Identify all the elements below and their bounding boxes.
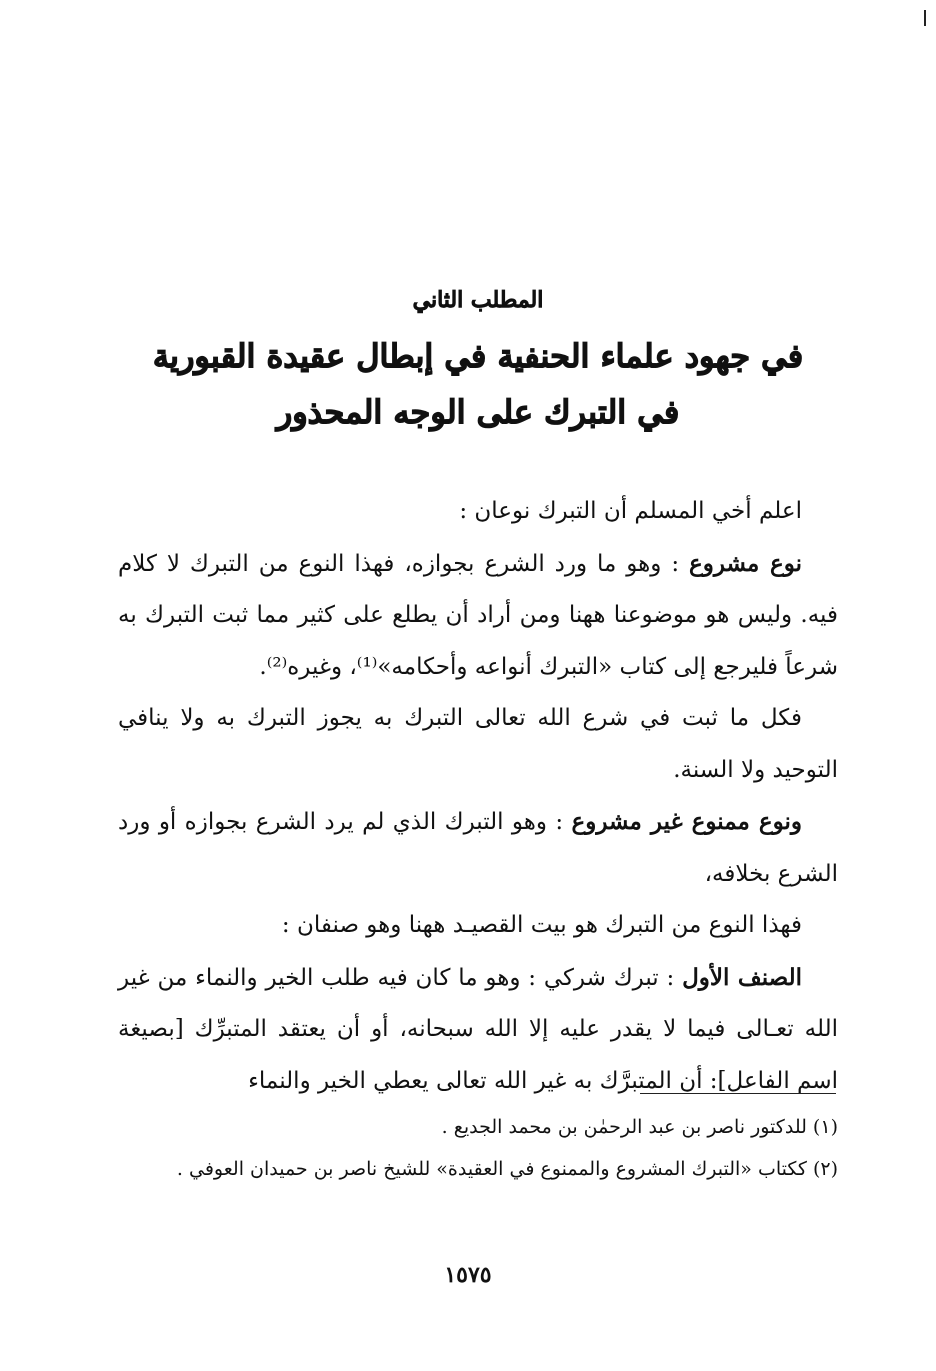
- paragraph-forbidden-text: : وهو التبرك الذي لم يرد الشرع بجوازه أو ورد الشرع بخلافه،: [118, 809, 838, 887]
- paragraph-lawful-ruling: فكل ما ثبت في شرع الله تعالى التبرك به يجوز التبرك به ولا ينافي التوحيد ولا السنة.: [118, 705, 838, 783]
- term-first-kind: الصنف الأول: [682, 963, 802, 991]
- paragraph-two-kinds: فهذا النوع من التبرك هو بيت القصيـد ههنا وهو صنفان :: [281, 912, 802, 938]
- footnotes: [118, 1106, 838, 1190]
- paragraph-lawful-type: [118, 538, 838, 694]
- page-corner-mark: [916, 10, 926, 26]
- term-forbidden: ونوع ممنوع غير مشروع: [571, 808, 802, 835]
- paragraph-first-kind-text: : تبرك شركي : وهو ما كان فيه طلب الخير والنماء من غير الله تعـالى فيما لا يقدر عليه إلا الله سبحانه، أو أن يعتقد المتبرِّك [بصيغة اسم الفاعل]: أن المتبرَّك به غير الله تعالى يعطي الخير والنماء: [118, 964, 838, 1094]
- footnote-1: (١) للدكتور ناصر بن عبد الرحمٰن بن محمد الجديع .: [441, 1116, 838, 1138]
- paragraph-first-kind: [118, 952, 838, 1108]
- section-label: المطلب الثاني: [412, 287, 544, 313]
- term-lawful: نوع مشروع: [689, 549, 803, 577]
- footnote-2: (٢) ككتاب «التبرك المشروع والممنوع في العقيدة» للشيخ ناصر بن حميدان العوفي .: [176, 1158, 838, 1180]
- page-content: [118, 280, 838, 1107]
- page-title-line-2: في التبرك على الوجه المحذور: [276, 393, 680, 431]
- page-number: ١٥٧٥: [444, 1262, 492, 1288]
- footnote-divider: [640, 1093, 836, 1094]
- paragraph-intro: اعلم أخي المسلم أن التبرك نوعان :: [459, 498, 802, 524]
- paragraph-lawful-text: : وهو ما ورد الشرع بجوازه، فهذا النوع من التبرك لا كلام فيه. وليس هو موضوعنا ههنا ومن أراد أن يطلع على كثير مما ثبت التبرك به شرعاً فليرجع إلى كتاب «التبرك أنواعه وأحكامه»⁽¹⁾، وغيره⁽²⁾.: [118, 550, 838, 680]
- body-text: [118, 486, 838, 1107]
- paragraph-forbidden-type: [118, 796, 838, 900]
- page-title-line-1: في جهود علماء الحنفية في إبطال عقيدة القبورية: [152, 337, 804, 375]
